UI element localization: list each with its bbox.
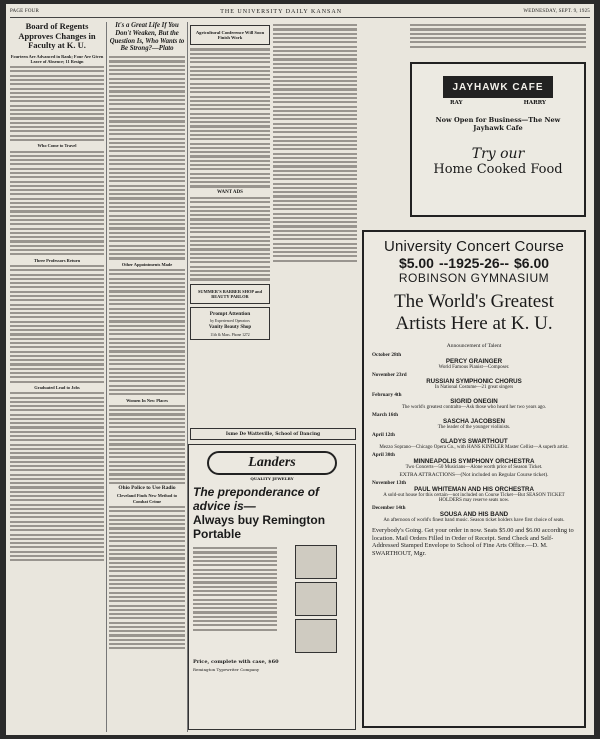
column-3 — [190, 22, 270, 442]
concert-title: University Concert Course — [383, 238, 565, 255]
event-item: November 13th PAUL WHITEMAN AND HIS ORCHESTRA A sold-out house for this certain—not included on Course Ticket—But SEASON TICKET HOLDERS may reserve seats now. — [372, 480, 565, 503]
barber-ad-title: SUMMER'S BARBER SHOP and BEAUTY PARLOR — [197, 288, 263, 299]
announcement-heading: Announcement of Talent — [446, 343, 502, 349]
landers-logo: Landers — [207, 451, 337, 475]
section-heading: Three Professors Return — [33, 257, 81, 263]
vanity-ad-address: 11th & Mass. Phone 1272 — [210, 332, 250, 337]
concert-prices — [372, 255, 576, 271]
jayhawk-tagline: Now Open for Business—The New — [435, 116, 561, 124]
owner-name: RAY — [450, 100, 463, 106]
regents-headline: Board of Regents Approves Changes in Faculty at K. U. — [18, 22, 96, 50]
event-item: February 4th SIGRID ONEGIN The world's greatest contralto—Ask those who heard her two years ago. — [372, 392, 547, 410]
vanity-ad-title: Prompt Attention — [209, 310, 251, 317]
jayhawk-cafe-ad — [410, 62, 586, 217]
plato-headline: It's a Great Life If You Don't Weaken, But the Question Is, Who Wants to Be Strong?—Plato — [109, 22, 185, 53]
regents-subhead: Fourteen Are Advanced in Rank; Four Are Given Leave of Absence; 11 Resign — [10, 53, 104, 64]
landers-remington-ad — [188, 444, 356, 730]
column-2 — [109, 22, 185, 732]
event-item: April 30th MINNEAPOLIS SYMPHONY ORCHESTRA Two Concerts—50 Musicians—Alone worth price of Season Ticket. — [372, 452, 543, 470]
plato-article-text — [109, 56, 185, 259]
dance-school-ad — [190, 428, 356, 440]
column-4 — [273, 22, 357, 292]
event-item: April 12th GLADYS SWARTHOUT Mezzo Soprano—Chicago Opera Co., with HANS KINDLER Master Cellist—A superb artist. — [372, 432, 569, 450]
event-item: November 23rd RUSSIAN SYMPHONIC CHORUS In National Costume—21 great singers — [372, 372, 522, 390]
newspaper-page — [6, 4, 594, 735]
section-heading: Other Appointments Made — [121, 261, 173, 267]
concert-years: --1925-26-- — [438, 255, 510, 271]
section-heading: Graduated Lead to Jobs — [34, 384, 80, 390]
column-1 — [10, 22, 104, 732]
classified-ads-text — [273, 24, 357, 262]
vanity-ad — [190, 307, 270, 340]
barber-ad — [190, 284, 270, 304]
remington-price: Price, complete with case, $60 — [193, 659, 279, 665]
page-number: PAGE FOUR — [10, 9, 39, 14]
agri-box — [190, 25, 270, 45]
owner-name: HARRY — [523, 100, 546, 106]
landers-subtitle: QUALITY JEWELRY — [250, 476, 294, 481]
typewriter-illustration-icon — [295, 619, 337, 653]
event-item: March 16th SASCHA JACOBSEN The leader of the younger violinists. — [372, 412, 511, 430]
section-heading: Women In New Places — [126, 397, 168, 403]
concert-venue: ROBINSON GYMNASIUM — [398, 271, 550, 285]
paper-name: THE UNIVERSITY DAILY KANSAN — [220, 8, 343, 15]
issue-date: WEDNESDAY, SEPT. 9, 1925 — [523, 9, 590, 14]
home-cooked-food: Home Cooked Food — [433, 162, 563, 177]
radio-subhead: Cleveland Finds New Method to Combat Crime — [116, 493, 178, 504]
section-heading: Who Come to Travel — [37, 143, 77, 149]
remington-maker: Remington Typewriter Company — [193, 667, 260, 672]
price-low: $5.00 — [398, 255, 434, 271]
concert-order-info: Everybody's Going. Get your order in now. Seats $5.00 and $6.00 according to location. Mail Orders Filled in Order of Receipt. Send Check and Self-Addressed Stamped Envelope to School of Fine Arts Office.—D. M. SWARTHOUT, Mgr. — [372, 527, 574, 557]
vanity-ad-sub: by Experienced Operators — [210, 319, 250, 324]
remington-headline-2: Always buy Remington Portable — [193, 513, 326, 541]
regents-article-text — [10, 66, 104, 141]
concert-headline: The World's Greatest Artists Here at K. U. — [394, 291, 554, 334]
jayhawk-tagline-2: Jayhawk Cafe — [473, 124, 523, 132]
typewriter-illustration-icon — [295, 582, 337, 616]
typewriter-illustration-icon — [295, 545, 337, 579]
price-high: $6.00 — [514, 255, 550, 271]
jayhawk-cafe-banner: JAYHAWK CAFE — [443, 76, 553, 98]
agri-headline: Agricultural Conference Will Soon Finish Work — [195, 30, 265, 41]
dance-school-name: Isme De Watteville, School of Dancing — [225, 431, 321, 437]
masthead — [10, 6, 590, 18]
event-list — [372, 352, 576, 523]
event-item: October 28th PERCY GRAINGER World Famous Pianist—Composer. — [372, 352, 510, 370]
radio-headline: Ohio Police to Use Radio — [118, 485, 176, 492]
column-5-top — [410, 22, 586, 58]
column-rule — [106, 22, 107, 732]
vanity-ad-shop: Vanity Beauty Shop — [208, 325, 252, 331]
remington-headline-1: The preponderance of advice is— — [193, 485, 320, 513]
event-item: December 14th SOUSA AND HIS BAND An afternoon of world's finest band music. Season ticket holders have first choice of seats. — [372, 505, 565, 523]
event-item: EXTRA ATTRACTIONS—(Not included on Regular Course ticket). — [399, 472, 549, 478]
try-our: Try our — [471, 146, 525, 162]
want-ads-heading: WANT ADS — [217, 189, 243, 195]
jayhawk-owners — [450, 100, 546, 106]
concert-course-ad — [362, 230, 586, 728]
